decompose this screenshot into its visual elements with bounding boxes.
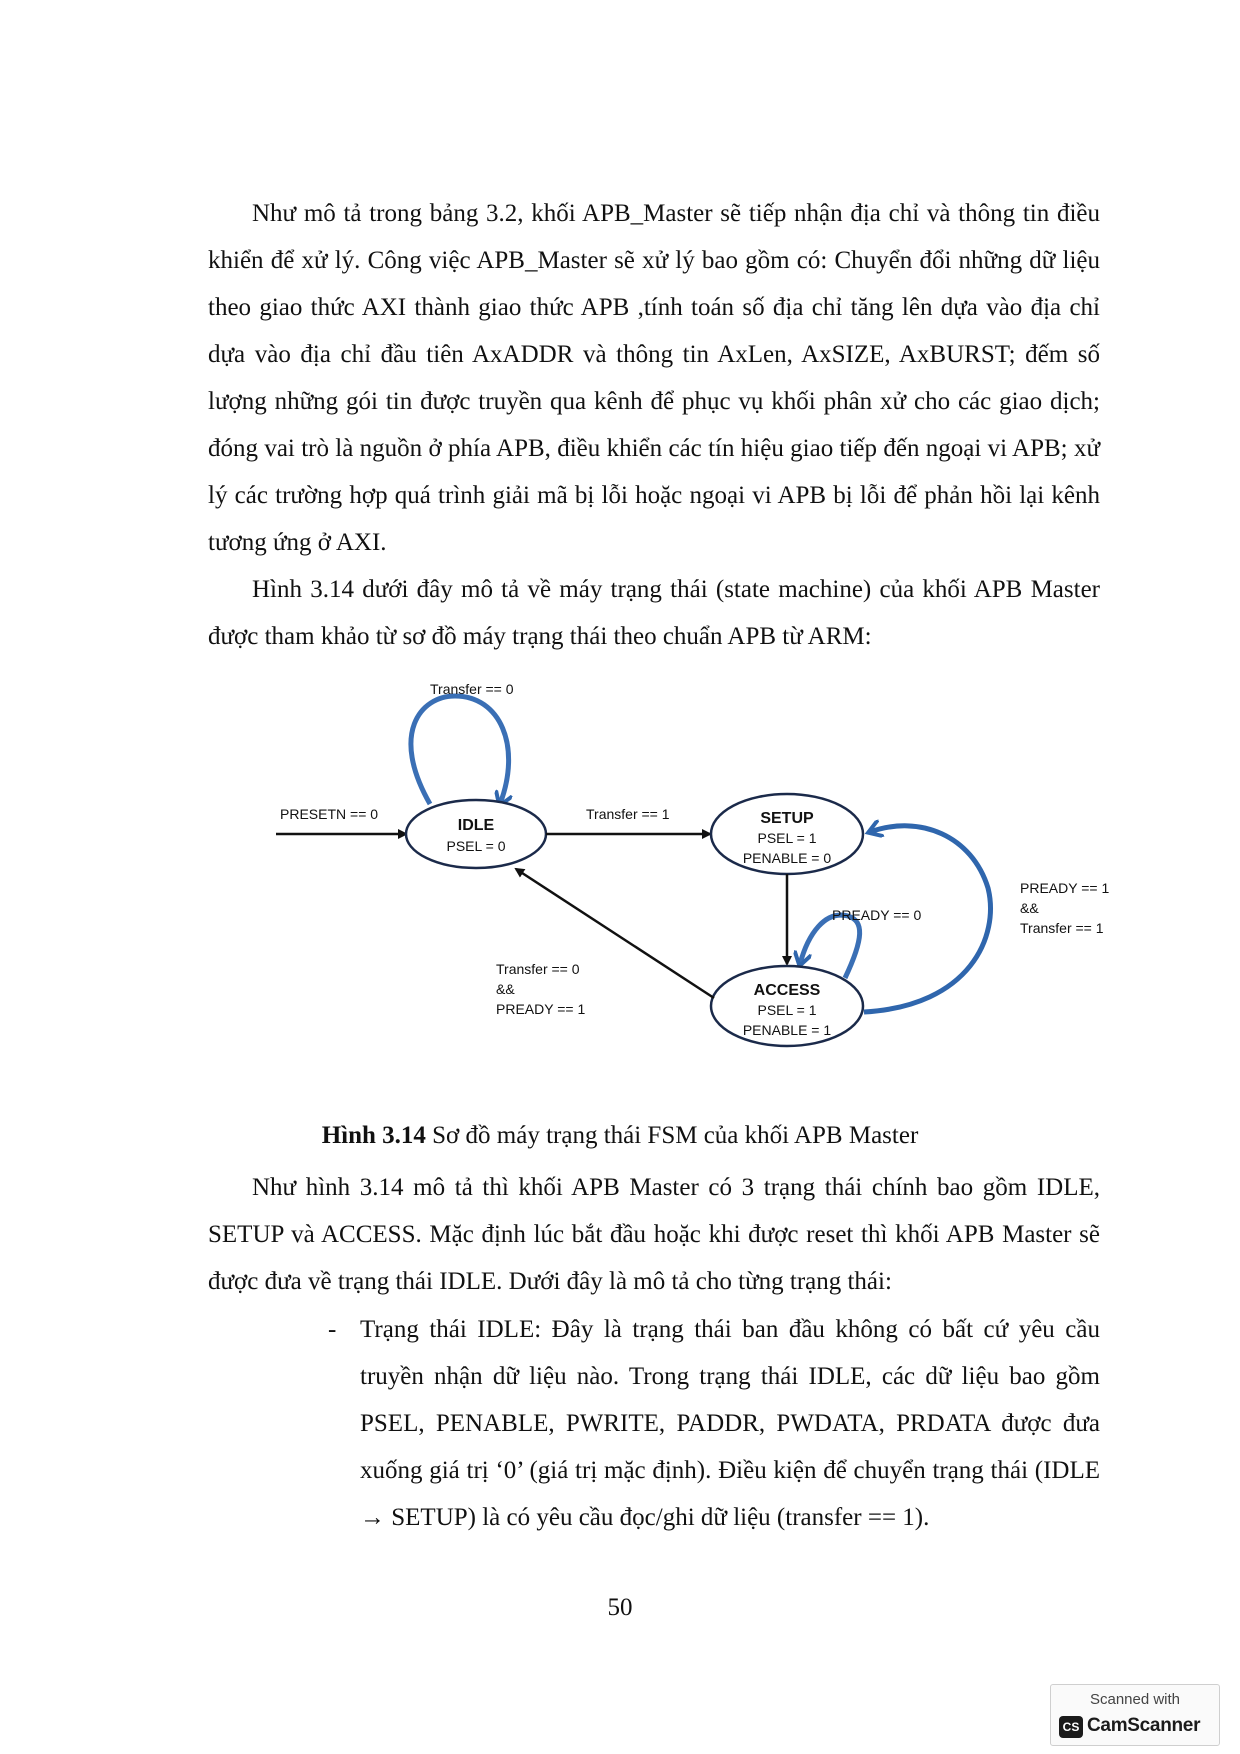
access-to-idle-label-1: Transfer == 0 <box>496 961 580 977</box>
watermark-brand: CamScanner <box>1087 1715 1201 1736</box>
state-access-name: ACCESS <box>753 982 821 999</box>
paragraph-figure-intro: Hình 3.14 dưới đây mô tả về máy trạng thái (state machine) của khối APB Master được tham khảo từ sơ đồ máy trạng thái theo chuẩn APB từ ARM: <box>208 576 1100 650</box>
access-to-idle-label-3: PREADY == 1 <box>496 1001 586 1017</box>
state-idle-name: IDLE <box>457 817 495 834</box>
page-number: 50 <box>607 1594 633 1621</box>
access-to-idle-arrow <box>516 869 714 998</box>
state-idle-psel: PSEL = 0 <box>446 838 506 854</box>
figure-caption-text: Sơ đồ máy trạng thái FSM của khối APB Master <box>425 1122 919 1149</box>
idle-to-setup-label: Transfer == 1 <box>586 806 670 822</box>
access-to-setup-label-2: && <box>1020 900 1039 916</box>
state-idle <box>406 800 546 868</box>
access-to-idle-label-2: && <box>496 981 515 997</box>
state-setup-penable: PENABLE = 0 <box>742 850 832 866</box>
state-access-penable: PENABLE = 1 <box>742 1022 832 1038</box>
bullet-dash: - <box>328 1316 337 1343</box>
figure-caption-label: Hình 3.14 <box>321 1122 426 1149</box>
idle-self-loop <box>411 696 509 804</box>
paragraph-apb-master-intro: Như mô tả trong bảng 3.2, khối APB_Master sẽ tiếp nhận địa chỉ và thông tin điều khiển để xử lý. Công việc APB_Master sẽ xử lý bao gồm có: Chuyển đổi những dữ liệu theo giao thức AXI thành giao thức APB ,tính toán số địa chỉ tăng lên dựa vào địa chỉ dựa vào địa chỉ đầu tiên AxADDR và thông tin AxLen, AxSIZE, AxBURST; đếm số lượng những gói tin được truyền qua kênh để phục vụ khối phân xử cho các giao dịch; đóng vai trò là nguồn ở phía APB, điều khiển các tín hiệu giao tiếp đến ngoại vi APB; xử lý các trường hợp quá trình giải mã bị lỗi hoặc ngoại vi APB bị lỗi để phản hồi lại kênh tương ứng ở AXI. <box>208 200 1100 556</box>
idle-self-label: Transfer == 0 <box>430 681 514 697</box>
access-to-setup-label-1: PREADY == 1 <box>1020 880 1110 896</box>
access-self-label: PREADY == 0 <box>832 907 922 923</box>
state-access <box>711 966 863 1046</box>
fsm-diagram <box>260 676 1130 1078</box>
camscanner-watermark <box>1050 1684 1220 1746</box>
access-to-setup-label-3: Transfer == 1 <box>1020 920 1104 936</box>
paragraph-states-overview: Như hình 3.14 mô tả thì khối APB Master có 3 trạng thái chính bao gồm IDLE, SETUP và ACCESS. Mặc định lúc bắt đầu hoặc khi được reset thì khối APB Master sẽ được đưa về trạng thái IDLE. Dưới đây là mô tả cho từng trạng thái: <box>208 1174 1100 1295</box>
reset-label: PRESETN == 0 <box>280 806 379 822</box>
state-setup <box>711 794 863 874</box>
camscanner-logo-icon: CS <box>1059 1716 1083 1738</box>
bullet-idle-state <box>328 1306 1100 1541</box>
state-setup-psel: PSEL = 1 <box>757 830 817 846</box>
figure-caption <box>0 1112 1240 1159</box>
bullet-idle-text: Trạng thái IDLE: Đây là trạng thái ban đầu không có bất cứ yêu cầu truyền nhận dữ liệu nào. Trong trạng thái IDLE, các dữ liệu bao gồm PSEL, PENABLE, PWRITE, PADDR, PWDATA, PRDATA được đưa xuống giá trị ‘0’ (giá trị mặc định). Điều kiện để chuyển trạng thái (IDLE → SETUP) là có yêu cầu đọc/ghi dữ liệu (transfer == 1). <box>360 1316 1100 1531</box>
state-setup-name: SETUP <box>760 810 814 827</box>
state-access-psel: PSEL = 1 <box>757 1002 817 1018</box>
watermark-scanned-with: Scanned with <box>1089 1691 1181 1708</box>
